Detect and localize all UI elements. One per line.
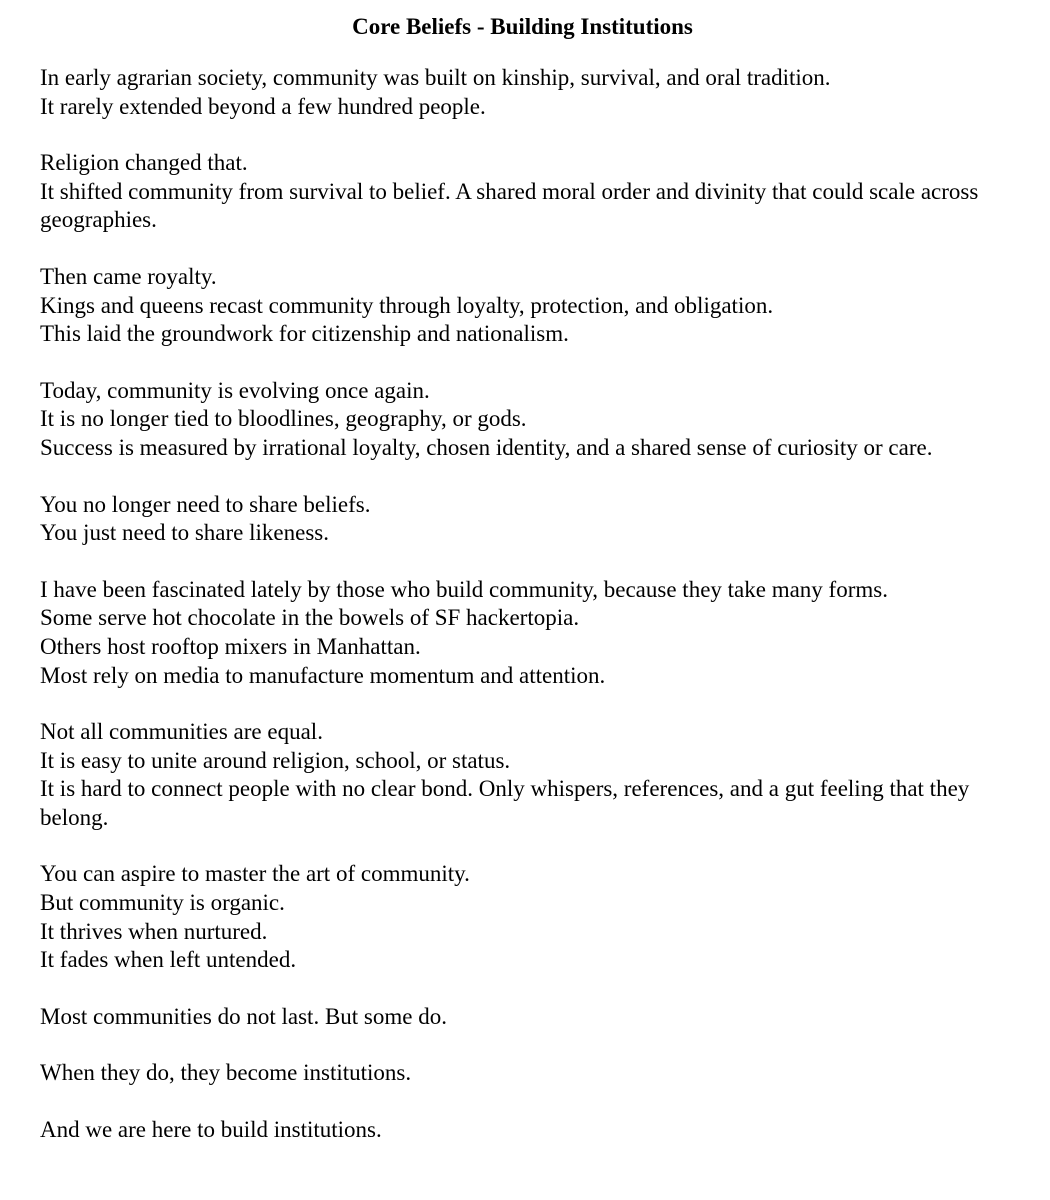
text-line: It shifted community from survival to belief. A shared moral order and divinity that could scale across geographies. bbox=[40, 178, 979, 233]
paragraph bbox=[40, 377, 1015, 463]
text-line: Then came royalty. bbox=[40, 263, 217, 289]
text-line: You just need to share likeness. bbox=[40, 520, 329, 546]
paragraph bbox=[40, 718, 1015, 832]
text-line: It is easy to unite around religion, school, or status. bbox=[40, 747, 511, 773]
text-line: It thrives when nurtured. bbox=[40, 918, 268, 944]
paragraph bbox=[40, 263, 1015, 349]
text-line: But community is organic. bbox=[40, 890, 285, 916]
text-line: It rarely extended beyond a few hundred people. bbox=[40, 93, 486, 119]
text-line: It is no longer tied to bloodlines, geography, or gods. bbox=[40, 406, 527, 432]
paragraph bbox=[40, 149, 1015, 235]
text-line: Some serve hot chocolate in the bowels of SF hackertopia. bbox=[40, 605, 580, 631]
text-line: Most communities do not last. But some do. bbox=[40, 1003, 447, 1029]
text-line: It is hard to connect people with no clear bond. Only whispers, references, and a gut feeling that they belong. bbox=[40, 776, 970, 830]
text-line: It fades when left untended. bbox=[40, 947, 297, 973]
paragraph bbox=[40, 1059, 1015, 1088]
text-line: Not all communities are equal. bbox=[40, 719, 323, 745]
text-line: Religion changed that. bbox=[40, 150, 248, 176]
document bbox=[40, 10, 1015, 1173]
paragraph bbox=[40, 860, 1015, 974]
text-line: Kings and queens recast community through loyalty, protection, and obligation. bbox=[40, 292, 774, 318]
text-line: When they do, they become institutions. bbox=[40, 1060, 412, 1086]
text-line: You no longer need to share beliefs. bbox=[40, 491, 371, 517]
text-line: You can aspire to master the art of community. bbox=[40, 861, 470, 887]
text-line: And we are here to build institutions. bbox=[40, 1117, 382, 1143]
document-title: Core Beliefs - Building Institutions bbox=[352, 14, 693, 39]
text-line: Success is measured by irrational loyalty, chosen identity, and a shared sense of curiosity or care. bbox=[40, 434, 933, 460]
paragraph bbox=[40, 64, 1015, 121]
paragraph bbox=[40, 1003, 1015, 1032]
paragraph bbox=[40, 491, 1015, 548]
text-line: Today, community is evolving once again. bbox=[40, 377, 430, 403]
paragraph bbox=[40, 1116, 1015, 1145]
text-line: In early agrarian society, community was built on kinship, survival, and oral tradition. bbox=[40, 65, 831, 90]
paragraph bbox=[40, 576, 1015, 690]
text-line: This laid the groundwork for citizenship and nationalism. bbox=[40, 321, 569, 347]
text-line: Others host rooftop mixers in Manhattan. bbox=[40, 633, 421, 659]
text-line: I have been fascinated lately by those who build community, because they take many forms. bbox=[40, 576, 888, 602]
text-line: Most rely on media to manufacture momentum and attention. bbox=[40, 662, 606, 688]
